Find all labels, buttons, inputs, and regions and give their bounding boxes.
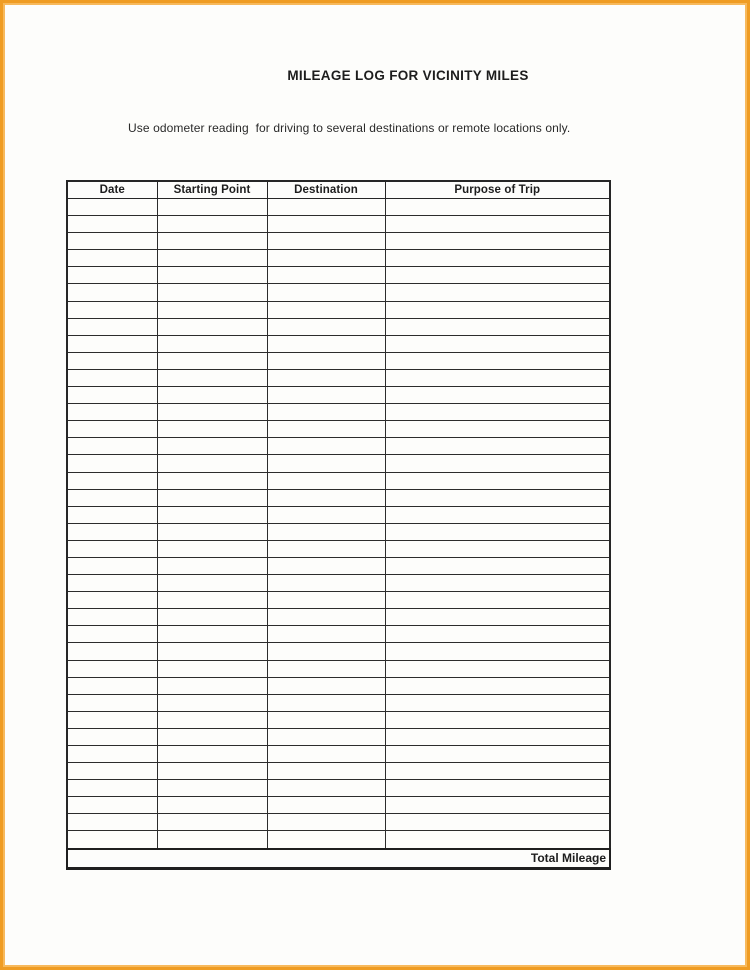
log-row [67, 233, 610, 250]
log-cell [67, 472, 157, 489]
log-row [67, 694, 610, 711]
log-row [67, 199, 610, 216]
log-cell [267, 369, 385, 386]
log-cell [267, 643, 385, 660]
log-cell [67, 609, 157, 626]
log-cell [385, 318, 610, 335]
log-cell [157, 575, 267, 592]
log-cell [157, 557, 267, 574]
log-row [67, 489, 610, 506]
log-row [67, 404, 610, 421]
log-cell [385, 250, 610, 267]
log-cell [157, 284, 267, 301]
log-cell [267, 387, 385, 404]
log-row [67, 335, 610, 352]
log-cell [385, 421, 610, 438]
column-header: Starting Point [157, 181, 267, 199]
log-cell [67, 523, 157, 540]
log-row [67, 780, 610, 797]
log-cell [385, 797, 610, 814]
log-cell [385, 711, 610, 728]
log-cell [267, 575, 385, 592]
log-cell [67, 421, 157, 438]
log-row [67, 609, 610, 626]
log-row [67, 677, 610, 694]
log-cell [267, 335, 385, 352]
log-cell [267, 711, 385, 728]
log-cell [385, 831, 610, 849]
instruction-text: Use odometer reading for driving to several destinations or remote locations only. [128, 121, 571, 135]
log-row [67, 455, 610, 472]
log-cell [385, 199, 610, 216]
log-cell [157, 643, 267, 660]
log-cell [67, 592, 157, 609]
log-row [67, 814, 610, 831]
log-row [67, 369, 610, 386]
log-cell [267, 523, 385, 540]
log-cell [385, 404, 610, 421]
log-cell [67, 438, 157, 455]
log-cell [67, 626, 157, 643]
log-cell [157, 335, 267, 352]
total-row [67, 849, 610, 869]
log-cell [67, 404, 157, 421]
log-row [67, 746, 610, 763]
log-cell [157, 728, 267, 745]
log-row [67, 387, 610, 404]
log-cell [157, 540, 267, 557]
log-cell [157, 421, 267, 438]
log-cell [67, 660, 157, 677]
log-cell [67, 711, 157, 728]
log-cell [267, 352, 385, 369]
log-cell [67, 506, 157, 523]
log-cell [385, 455, 610, 472]
log-row [67, 438, 610, 455]
log-row [67, 352, 610, 369]
log-cell [67, 387, 157, 404]
log-rows [67, 199, 610, 849]
log-cell [157, 216, 267, 233]
log-cell [157, 404, 267, 421]
log-cell [67, 199, 157, 216]
log-cell [267, 404, 385, 421]
log-row [67, 575, 610, 592]
log-cell [157, 694, 267, 711]
log-cell [385, 746, 610, 763]
log-cell [267, 592, 385, 609]
log-cell [385, 267, 610, 284]
log-cell [267, 609, 385, 626]
log-cell [157, 609, 267, 626]
log-cell [385, 523, 610, 540]
log-row [67, 284, 610, 301]
log-cell [67, 557, 157, 574]
log-cell [267, 233, 385, 250]
log-cell [385, 369, 610, 386]
log-cell [385, 472, 610, 489]
log-row [67, 506, 610, 523]
log-cell [267, 677, 385, 694]
mileage-log-table [66, 180, 611, 870]
log-cell [385, 592, 610, 609]
log-cell [267, 626, 385, 643]
log-row [67, 267, 610, 284]
log-row [67, 626, 610, 643]
log-row [67, 831, 610, 849]
log-cell [267, 746, 385, 763]
log-cell [67, 369, 157, 386]
header-row [67, 181, 610, 199]
log-cell [157, 352, 267, 369]
log-row [67, 421, 610, 438]
log-cell [385, 780, 610, 797]
log-cell [267, 267, 385, 284]
log-cell [267, 284, 385, 301]
log-cell [267, 318, 385, 335]
log-cell [67, 763, 157, 780]
log-cell [157, 814, 267, 831]
log-cell [67, 694, 157, 711]
log-cell [385, 609, 610, 626]
log-cell [267, 728, 385, 745]
log-cell [67, 301, 157, 318]
log-cell [157, 438, 267, 455]
log-cell [385, 489, 610, 506]
log-cell [157, 797, 267, 814]
log-cell [267, 660, 385, 677]
log-cell [385, 677, 610, 694]
log-cell [267, 763, 385, 780]
log-cell [267, 814, 385, 831]
log-cell [157, 660, 267, 677]
log-cell [385, 301, 610, 318]
log-cell [385, 575, 610, 592]
log-cell [385, 352, 610, 369]
log-cell [385, 335, 610, 352]
log-cell [385, 540, 610, 557]
log-cell [267, 797, 385, 814]
log-cell [67, 489, 157, 506]
log-cell [157, 387, 267, 404]
log-row [67, 728, 610, 745]
log-row [67, 711, 610, 728]
log-cell [385, 387, 610, 404]
log-cell [157, 711, 267, 728]
log-row [67, 318, 610, 335]
log-cell [267, 506, 385, 523]
log-cell [157, 250, 267, 267]
log-row [67, 301, 610, 318]
log-cell [157, 267, 267, 284]
log-row [67, 643, 610, 660]
log-cell [157, 301, 267, 318]
log-cell [67, 780, 157, 797]
log-row [67, 540, 610, 557]
log-cell [267, 199, 385, 216]
log-row [67, 523, 610, 540]
log-cell [67, 216, 157, 233]
log-cell [267, 216, 385, 233]
log-cell [267, 472, 385, 489]
log-cell [385, 284, 610, 301]
log-cell [385, 216, 610, 233]
log-cell [157, 489, 267, 506]
log-cell [67, 335, 157, 352]
log-cell [267, 250, 385, 267]
log-cell [157, 780, 267, 797]
log-cell [67, 575, 157, 592]
log-row [67, 592, 610, 609]
log-cell [267, 694, 385, 711]
log-cell [385, 626, 610, 643]
log-cell [67, 540, 157, 557]
log-cell [267, 438, 385, 455]
log-cell [267, 540, 385, 557]
log-cell [67, 831, 157, 849]
log-cell [267, 301, 385, 318]
log-cell [157, 506, 267, 523]
log-cell [157, 523, 267, 540]
log-cell [67, 797, 157, 814]
log-cell [157, 318, 267, 335]
log-cell [157, 472, 267, 489]
log-cell [67, 814, 157, 831]
log-cell [267, 455, 385, 472]
log-cell [157, 763, 267, 780]
log-cell [67, 284, 157, 301]
log-cell [67, 233, 157, 250]
log-cell [157, 369, 267, 386]
log-cell [267, 557, 385, 574]
log-cell [267, 780, 385, 797]
column-header: Purpose of Trip [385, 181, 610, 199]
log-cell [157, 592, 267, 609]
log-row [67, 557, 610, 574]
log-cell [157, 626, 267, 643]
log-cell [157, 746, 267, 763]
log-cell [67, 250, 157, 267]
log-row [67, 250, 610, 267]
page-title: MILEAGE LOG FOR VICINITY MILES [287, 68, 529, 83]
log-cell [157, 199, 267, 216]
log-cell [157, 233, 267, 250]
log-cell [385, 814, 610, 831]
log-row [67, 797, 610, 814]
log-cell [67, 728, 157, 745]
log-row [67, 660, 610, 677]
log-cell [385, 557, 610, 574]
log-cell [67, 267, 157, 284]
log-cell [157, 455, 267, 472]
log-cell [67, 677, 157, 694]
log-cell [385, 643, 610, 660]
column-header: Date [67, 181, 157, 199]
log-cell [385, 233, 610, 250]
log-cell [67, 746, 157, 763]
log-cell [385, 506, 610, 523]
log-cell [157, 677, 267, 694]
log-cell [157, 831, 267, 849]
log-cell [267, 489, 385, 506]
column-header: Destination [267, 181, 385, 199]
log-row [67, 472, 610, 489]
log-cell [385, 438, 610, 455]
total-mileage-label: Total Mileage [67, 849, 610, 869]
log-cell [67, 643, 157, 660]
log-cell [385, 763, 610, 780]
log-cell [267, 831, 385, 849]
log-cell [267, 421, 385, 438]
log-row [67, 763, 610, 780]
log-cell [385, 694, 610, 711]
log-cell [67, 352, 157, 369]
log-row [67, 216, 610, 233]
log-cell [67, 318, 157, 335]
log-cell [67, 455, 157, 472]
log-cell [385, 660, 610, 677]
log-cell [385, 728, 610, 745]
